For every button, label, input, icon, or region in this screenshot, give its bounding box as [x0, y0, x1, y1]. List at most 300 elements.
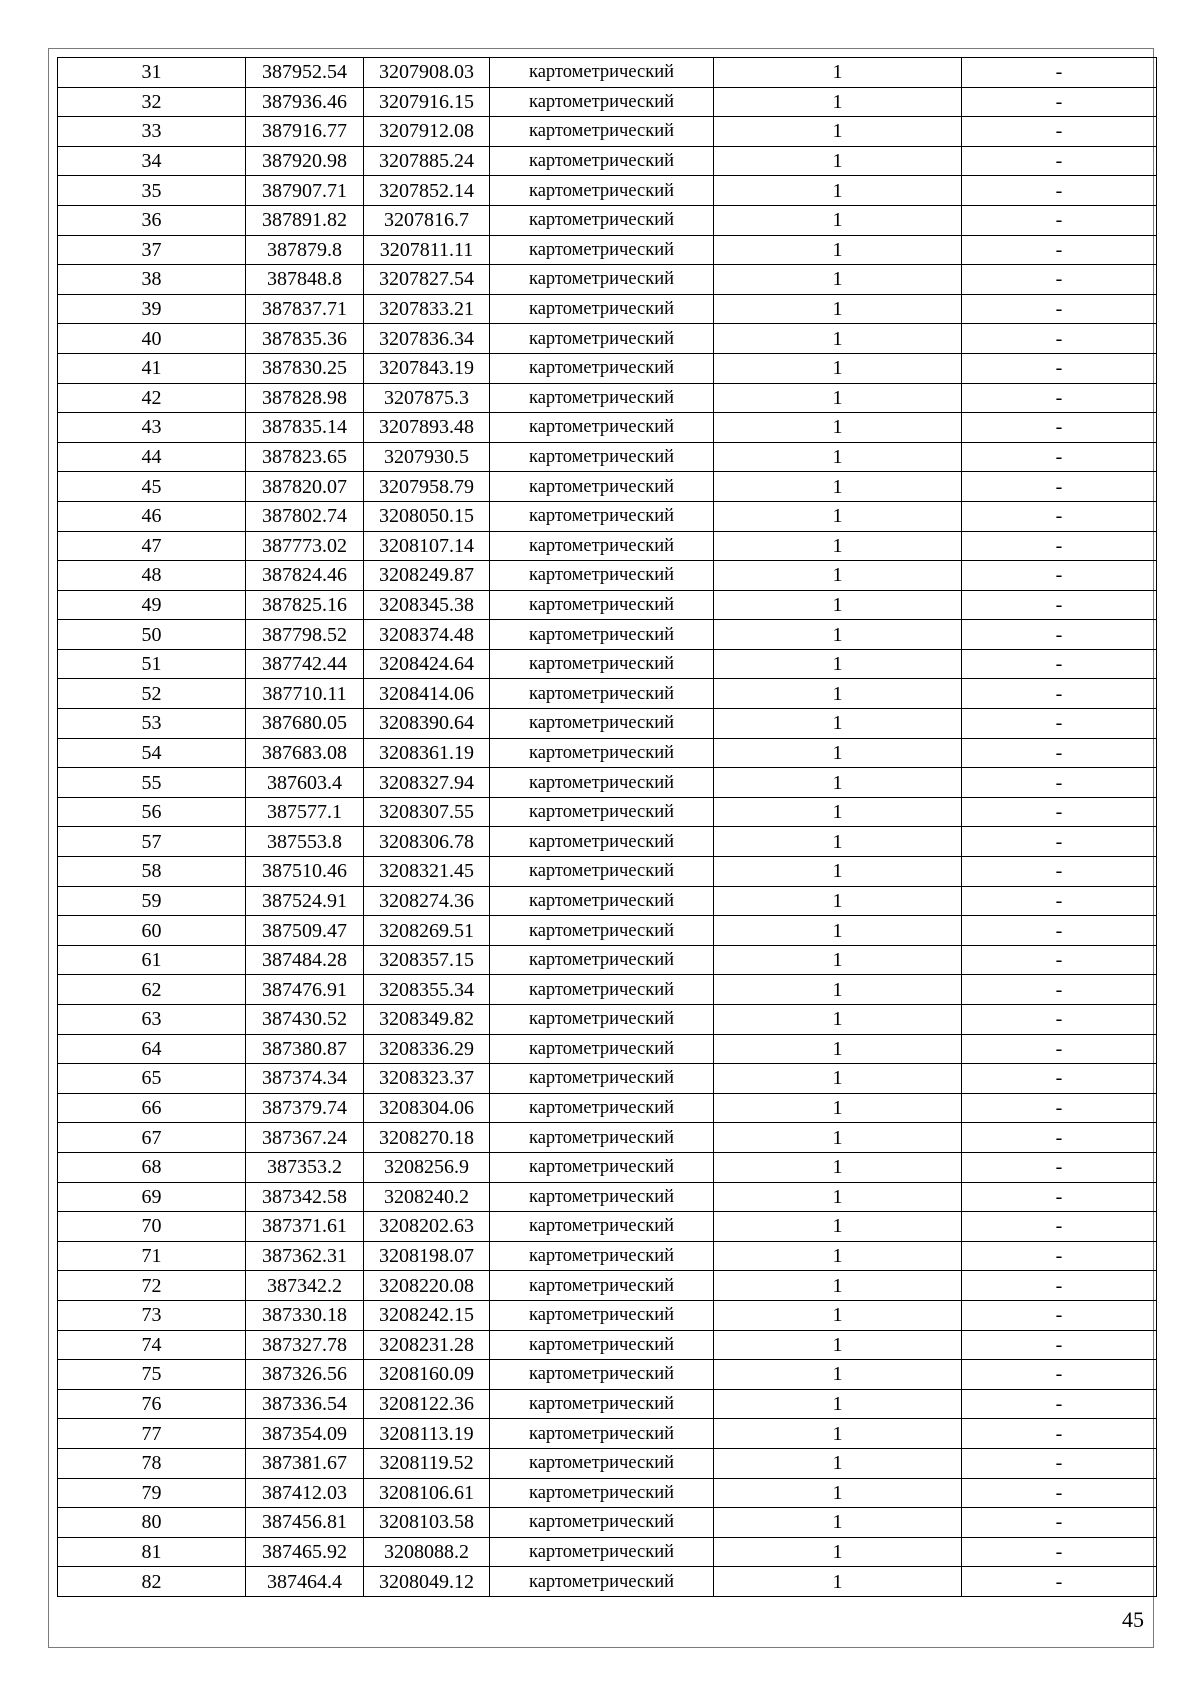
cell-point-number: 50	[58, 620, 246, 650]
cell-coord-y: 3207843.19	[364, 353, 490, 383]
cell-method: картометрический	[490, 1360, 714, 1390]
cell-coord-y: 3208355.34	[364, 975, 490, 1005]
cell-coord-x: 387509.47	[246, 916, 364, 946]
cell-point-number: 67	[58, 1123, 246, 1153]
cell-point-number: 80	[58, 1508, 246, 1538]
table-row	[58, 353, 1157, 383]
table-row	[58, 1212, 1157, 1242]
cell-point-number: 48	[58, 561, 246, 591]
cell-coord-y: 3208242.15	[364, 1300, 490, 1330]
cell-coord-x: 387342.58	[246, 1182, 364, 1212]
table-row	[58, 205, 1157, 235]
cell-method: картометрический	[490, 1330, 714, 1360]
cell-point-number: 64	[58, 1034, 246, 1064]
cell-coord-y: 3208345.38	[364, 590, 490, 620]
cell-method: картометрический	[490, 501, 714, 531]
cell-coord-x: 387371.61	[246, 1212, 364, 1242]
cell-note: -	[962, 1064, 1157, 1094]
cell-point-number: 46	[58, 501, 246, 531]
table-row	[58, 916, 1157, 946]
coordinates-table	[57, 57, 1157, 1597]
cell-method: картометрический	[490, 1182, 714, 1212]
cell-coord-x: 387824.46	[246, 561, 364, 591]
cell-note: -	[962, 1448, 1157, 1478]
cell-coord-x: 387330.18	[246, 1300, 364, 1330]
cell-coord-x: 387802.74	[246, 501, 364, 531]
cell-coord-x: 387362.31	[246, 1241, 364, 1271]
cell-note: -	[962, 1300, 1157, 1330]
cell-note: -	[962, 620, 1157, 650]
table-row	[58, 1241, 1157, 1271]
table-row	[58, 1300, 1157, 1330]
cell-method: картометрический	[490, 87, 714, 117]
cell-method: картометрический	[490, 975, 714, 1005]
cell-note: -	[962, 1567, 1157, 1597]
cell-accuracy: 1	[714, 1508, 962, 1538]
cell-accuracy: 1	[714, 561, 962, 591]
cell-point-number: 41	[58, 353, 246, 383]
table-row	[58, 1330, 1157, 1360]
cell-note: -	[962, 1271, 1157, 1301]
cell-accuracy: 1	[714, 1330, 962, 1360]
cell-coord-y: 3207836.34	[364, 324, 490, 354]
cell-accuracy: 1	[714, 1419, 962, 1449]
table-row	[58, 1064, 1157, 1094]
cell-point-number: 52	[58, 679, 246, 709]
cell-method: картометрический	[490, 768, 714, 798]
coordinates-table-body	[58, 58, 1157, 1597]
cell-coord-x: 387342.2	[246, 1271, 364, 1301]
cell-point-number: 70	[58, 1212, 246, 1242]
cell-point-number: 31	[58, 58, 246, 88]
cell-coord-x: 387577.1	[246, 797, 364, 827]
cell-point-number: 49	[58, 590, 246, 620]
table-row	[58, 472, 1157, 502]
cell-accuracy: 1	[714, 146, 962, 176]
table-row	[58, 857, 1157, 887]
cell-coord-y: 3208106.61	[364, 1478, 490, 1508]
table-row	[58, 620, 1157, 650]
cell-method: картометрический	[490, 235, 714, 265]
cell-coord-y: 3208349.82	[364, 1005, 490, 1035]
cell-coord-y: 3208256.9	[364, 1152, 490, 1182]
cell-accuracy: 1	[714, 1152, 962, 1182]
cell-accuracy: 1	[714, 1064, 962, 1094]
cell-method: картометрический	[490, 561, 714, 591]
cell-method: картометрический	[490, 413, 714, 443]
cell-point-number: 68	[58, 1152, 246, 1182]
table-row	[58, 413, 1157, 443]
cell-point-number: 47	[58, 531, 246, 561]
cell-method: картометрический	[490, 709, 714, 739]
cell-accuracy: 1	[714, 1389, 962, 1419]
cell-point-number: 60	[58, 916, 246, 946]
cell-coord-x: 387879.8	[246, 235, 364, 265]
cell-point-number: 34	[58, 146, 246, 176]
cell-coord-x: 387835.14	[246, 413, 364, 443]
cell-coord-y: 3208119.52	[364, 1448, 490, 1478]
cell-note: -	[962, 1330, 1157, 1360]
cell-method: картометрический	[490, 916, 714, 946]
cell-accuracy: 1	[714, 235, 962, 265]
cell-point-number: 63	[58, 1005, 246, 1035]
cell-point-number: 55	[58, 768, 246, 798]
cell-note: -	[962, 117, 1157, 147]
cell-coord-y: 3208049.12	[364, 1567, 490, 1597]
cell-accuracy: 1	[714, 1212, 962, 1242]
cell-accuracy: 1	[714, 1093, 962, 1123]
cell-note: -	[962, 709, 1157, 739]
cell-coord-x: 387412.03	[246, 1478, 364, 1508]
cell-note: -	[962, 1419, 1157, 1449]
cell-accuracy: 1	[714, 1448, 962, 1478]
cell-point-number: 66	[58, 1093, 246, 1123]
cell-note: -	[962, 501, 1157, 531]
cell-accuracy: 1	[714, 738, 962, 768]
cell-point-number: 40	[58, 324, 246, 354]
cell-point-number: 35	[58, 176, 246, 206]
cell-point-number: 36	[58, 205, 246, 235]
table-row	[58, 58, 1157, 88]
cell-accuracy: 1	[714, 413, 962, 443]
cell-coord-y: 3207893.48	[364, 413, 490, 443]
table-row	[58, 1508, 1157, 1538]
cell-coord-y: 3208220.08	[364, 1271, 490, 1301]
cell-accuracy: 1	[714, 176, 962, 206]
cell-note: -	[962, 975, 1157, 1005]
cell-note: -	[962, 1360, 1157, 1390]
table-row	[58, 294, 1157, 324]
cell-method: картометрический	[490, 294, 714, 324]
cell-coord-x: 387381.67	[246, 1448, 364, 1478]
cell-note: -	[962, 413, 1157, 443]
cell-coord-x: 387798.52	[246, 620, 364, 650]
cell-note: -	[962, 1241, 1157, 1271]
cell-point-number: 42	[58, 383, 246, 413]
cell-method: картометрический	[490, 1567, 714, 1597]
cell-accuracy: 1	[714, 1300, 962, 1330]
cell-method: картометрический	[490, 58, 714, 88]
table-row	[58, 324, 1157, 354]
cell-note: -	[962, 353, 1157, 383]
cell-accuracy: 1	[714, 117, 962, 147]
cell-accuracy: 1	[714, 857, 962, 887]
cell-note: -	[962, 827, 1157, 857]
cell-coord-x: 387327.78	[246, 1330, 364, 1360]
cell-point-number: 77	[58, 1419, 246, 1449]
cell-coord-y: 3208122.36	[364, 1389, 490, 1419]
cell-coord-x: 387830.25	[246, 353, 364, 383]
cell-coord-y: 3207816.7	[364, 205, 490, 235]
cell-note: -	[962, 1389, 1157, 1419]
cell-coord-y: 3207811.11	[364, 235, 490, 265]
cell-point-number: 75	[58, 1360, 246, 1390]
cell-note: -	[962, 383, 1157, 413]
cell-coord-x: 387683.08	[246, 738, 364, 768]
cell-coord-x: 387553.8	[246, 827, 364, 857]
table-row	[58, 827, 1157, 857]
cell-accuracy: 1	[714, 679, 962, 709]
cell-method: картометрический	[490, 146, 714, 176]
cell-accuracy: 1	[714, 886, 962, 916]
cell-point-number: 71	[58, 1241, 246, 1271]
cell-point-number: 51	[58, 649, 246, 679]
table-row	[58, 1389, 1157, 1419]
table-row	[58, 1448, 1157, 1478]
cell-note: -	[962, 1537, 1157, 1567]
table-row	[58, 1478, 1157, 1508]
cell-accuracy: 1	[714, 1537, 962, 1567]
cell-point-number: 58	[58, 857, 246, 887]
table-row	[58, 649, 1157, 679]
cell-coord-x: 387484.28	[246, 945, 364, 975]
cell-coord-y: 3207912.08	[364, 117, 490, 147]
cell-note: -	[962, 205, 1157, 235]
table-row	[58, 501, 1157, 531]
cell-coord-x: 387820.07	[246, 472, 364, 502]
cell-coord-x: 387823.65	[246, 442, 364, 472]
cell-coord-x: 387680.05	[246, 709, 364, 739]
cell-coord-y: 3208361.19	[364, 738, 490, 768]
cell-point-number: 78	[58, 1448, 246, 1478]
cell-note: -	[962, 945, 1157, 975]
table-row	[58, 768, 1157, 798]
cell-coord-y: 3208357.15	[364, 945, 490, 975]
table-row	[58, 1271, 1157, 1301]
table-row	[58, 383, 1157, 413]
cell-note: -	[962, 1182, 1157, 1212]
cell-note: -	[962, 649, 1157, 679]
cell-coord-y: 3208323.37	[364, 1064, 490, 1094]
table-row	[58, 176, 1157, 206]
cell-note: -	[962, 442, 1157, 472]
table-row	[58, 235, 1157, 265]
cell-coord-x: 387456.81	[246, 1508, 364, 1538]
cell-method: картометрический	[490, 1064, 714, 1094]
cell-note: -	[962, 738, 1157, 768]
cell-coord-x: 387837.71	[246, 294, 364, 324]
cell-point-number: 65	[58, 1064, 246, 1094]
cell-coord-y: 3208088.2	[364, 1537, 490, 1567]
cell-point-number: 82	[58, 1567, 246, 1597]
cell-method: картометрический	[490, 649, 714, 679]
cell-coord-y: 3208198.07	[364, 1241, 490, 1271]
cell-point-number: 62	[58, 975, 246, 1005]
cell-coord-x: 387835.36	[246, 324, 364, 354]
cell-coord-x: 387828.98	[246, 383, 364, 413]
cell-note: -	[962, 797, 1157, 827]
cell-coord-y: 3208390.64	[364, 709, 490, 739]
cell-note: -	[962, 294, 1157, 324]
table-row	[58, 738, 1157, 768]
cell-method: картометрический	[490, 857, 714, 887]
cell-coord-x: 387464.4	[246, 1567, 364, 1597]
cell-coord-x: 387510.46	[246, 857, 364, 887]
cell-coord-x: 387379.74	[246, 1093, 364, 1123]
table-row	[58, 146, 1157, 176]
cell-accuracy: 1	[714, 1182, 962, 1212]
cell-accuracy: 1	[714, 1478, 962, 1508]
cell-accuracy: 1	[714, 1241, 962, 1271]
cell-accuracy: 1	[714, 827, 962, 857]
cell-note: -	[962, 87, 1157, 117]
cell-note: -	[962, 324, 1157, 354]
cell-method: картометрический	[490, 1241, 714, 1271]
cell-note: -	[962, 1005, 1157, 1035]
cell-coord-y: 3208307.55	[364, 797, 490, 827]
cell-accuracy: 1	[714, 916, 962, 946]
cell-coord-y: 3208414.06	[364, 679, 490, 709]
cell-method: картометрический	[490, 117, 714, 147]
cell-method: картометрический	[490, 738, 714, 768]
table-row	[58, 1537, 1157, 1567]
cell-coord-y: 3208113.19	[364, 1419, 490, 1449]
cell-note: -	[962, 1034, 1157, 1064]
cell-point-number: 76	[58, 1389, 246, 1419]
table-row	[58, 975, 1157, 1005]
cell-point-number: 57	[58, 827, 246, 857]
cell-accuracy: 1	[714, 1005, 962, 1035]
cell-accuracy: 1	[714, 1567, 962, 1597]
table-row	[58, 886, 1157, 916]
cell-coord-x: 387336.54	[246, 1389, 364, 1419]
cell-coord-y: 3208306.78	[364, 827, 490, 857]
cell-coord-x: 387920.98	[246, 146, 364, 176]
cell-coord-x: 387891.82	[246, 205, 364, 235]
cell-coord-x: 387465.92	[246, 1537, 364, 1567]
cell-point-number: 73	[58, 1300, 246, 1330]
cell-point-number: 39	[58, 294, 246, 324]
cell-note: -	[962, 146, 1157, 176]
cell-coord-x: 387742.44	[246, 649, 364, 679]
cell-note: -	[962, 590, 1157, 620]
cell-note: -	[962, 1123, 1157, 1153]
cell-method: картометрический	[490, 1123, 714, 1153]
cell-method: картометрический	[490, 827, 714, 857]
cell-accuracy: 1	[714, 442, 962, 472]
cell-coord-x: 387936.46	[246, 87, 364, 117]
cell-method: картометрический	[490, 945, 714, 975]
cell-accuracy: 1	[714, 294, 962, 324]
cell-method: картометрический	[490, 353, 714, 383]
cell-coord-y: 3208107.14	[364, 531, 490, 561]
cell-accuracy: 1	[714, 1360, 962, 1390]
cell-accuracy: 1	[714, 1123, 962, 1153]
table-row	[58, 561, 1157, 591]
cell-method: картометрический	[490, 1152, 714, 1182]
cell-method: картометрический	[490, 383, 714, 413]
cell-method: картометрический	[490, 265, 714, 295]
cell-accuracy: 1	[714, 620, 962, 650]
cell-note: -	[962, 886, 1157, 916]
cell-coord-x: 387380.87	[246, 1034, 364, 1064]
cell-point-number: 45	[58, 472, 246, 502]
cell-method: картометрический	[490, 1271, 714, 1301]
cell-coord-y: 3208274.36	[364, 886, 490, 916]
cell-coord-x: 387353.2	[246, 1152, 364, 1182]
cell-note: -	[962, 561, 1157, 591]
table-row	[58, 1419, 1157, 1449]
cell-accuracy: 1	[714, 324, 962, 354]
cell-method: картометрический	[490, 590, 714, 620]
cell-coord-y: 3208269.51	[364, 916, 490, 946]
cell-point-number: 59	[58, 886, 246, 916]
cell-coord-x: 387354.09	[246, 1419, 364, 1449]
table-row	[58, 797, 1157, 827]
cell-point-number: 81	[58, 1537, 246, 1567]
cell-accuracy: 1	[714, 353, 962, 383]
cell-accuracy: 1	[714, 709, 962, 739]
cell-note: -	[962, 768, 1157, 798]
cell-note: -	[962, 679, 1157, 709]
cell-accuracy: 1	[714, 501, 962, 531]
cell-method: картометрический	[490, 1300, 714, 1330]
cell-point-number: 44	[58, 442, 246, 472]
cell-point-number: 33	[58, 117, 246, 147]
cell-note: -	[962, 1478, 1157, 1508]
cell-method: картометрический	[490, 472, 714, 502]
page-number: 45	[1122, 1607, 1144, 1632]
cell-accuracy: 1	[714, 797, 962, 827]
table-row	[58, 1360, 1157, 1390]
table-row	[58, 945, 1157, 975]
table-row	[58, 679, 1157, 709]
cell-method: картометрический	[490, 1034, 714, 1064]
cell-coord-x: 387367.24	[246, 1123, 364, 1153]
cell-point-number: 37	[58, 235, 246, 265]
cell-point-number: 38	[58, 265, 246, 295]
cell-method: картометрический	[490, 1448, 714, 1478]
cell-coord-y: 3208424.64	[364, 649, 490, 679]
table-row	[58, 265, 1157, 295]
cell-point-number: 54	[58, 738, 246, 768]
cell-coord-x: 387916.77	[246, 117, 364, 147]
cell-coord-y: 3207833.21	[364, 294, 490, 324]
cell-point-number: 69	[58, 1182, 246, 1212]
cell-coord-y: 3207885.24	[364, 146, 490, 176]
cell-point-number: 43	[58, 413, 246, 443]
table-row	[58, 1152, 1157, 1182]
cell-method: картометрический	[490, 1478, 714, 1508]
cell-coord-x: 387848.8	[246, 265, 364, 295]
cell-coord-y: 3208270.18	[364, 1123, 490, 1153]
cell-accuracy: 1	[714, 58, 962, 88]
cell-coord-x: 387430.52	[246, 1005, 364, 1035]
cell-method: картометрический	[490, 1389, 714, 1419]
cell-accuracy: 1	[714, 205, 962, 235]
cell-coord-y: 3208050.15	[364, 501, 490, 531]
cell-coord-y: 3208202.63	[364, 1212, 490, 1242]
cell-coord-y: 3207908.03	[364, 58, 490, 88]
cell-coord-x: 387476.91	[246, 975, 364, 1005]
cell-method: картометрический	[490, 620, 714, 650]
table-row	[58, 1005, 1157, 1035]
cell-method: картометрический	[490, 797, 714, 827]
table-row	[58, 117, 1157, 147]
cell-accuracy: 1	[714, 531, 962, 561]
cell-accuracy: 1	[714, 265, 962, 295]
table-row	[58, 1034, 1157, 1064]
cell-accuracy: 1	[714, 649, 962, 679]
table-row	[58, 709, 1157, 739]
cell-point-number: 56	[58, 797, 246, 827]
cell-note: -	[962, 1508, 1157, 1538]
cell-coord-y: 3207875.3	[364, 383, 490, 413]
cell-coord-y: 3208240.2	[364, 1182, 490, 1212]
cell-coord-x: 387952.54	[246, 58, 364, 88]
cell-note: -	[962, 472, 1157, 502]
cell-note: -	[962, 58, 1157, 88]
